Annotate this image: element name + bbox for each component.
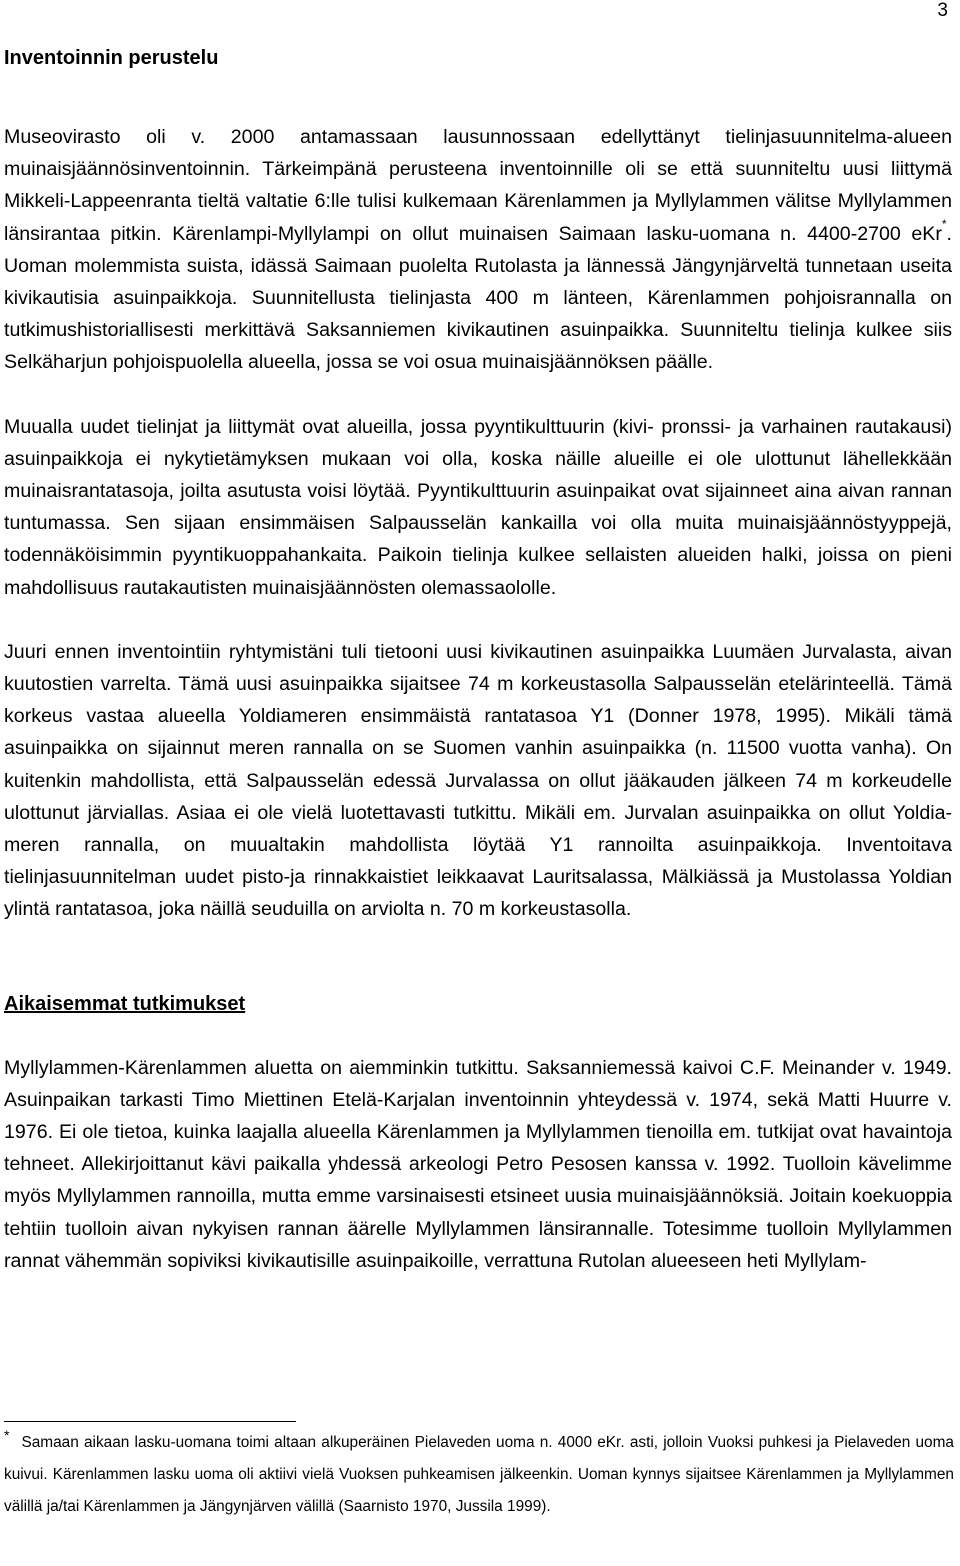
page-number: 3	[937, 0, 948, 21]
footnote-mark: *	[4, 1427, 10, 1443]
section-heading-inventoinnin-perustelu: Inventoinnin perustelu	[4, 47, 219, 69]
paragraph-text-after-footnote: . Uoman molemmista suista, idässä Saimaan puolelta Rutolasta ja lännessä Jängynjärveltä tunnetaan useita kivikautisia asuinpaikkoja. Suunnitellusta tielinjasta 400 m länteen, Kärenlammen pohjoisrannalla on tutkimushistoriallisesti merkittävä Saksanniemen kivikautinen asuinpaikka. Suunniteltu tielinja kulkee siis Selkäharjun pohjoispuolella alueella, jossa se voi osua muinaisjäännöksen päälle.	[4, 222, 952, 374]
paragraph-other-routes: Muualla uudet tielinjat ja liittymät ovat alueilla, jossa pyyntikulttuurin (kivi- pronssi- ja varhainen rautakausi) asuinpaikkoja ei nykytietämyksen mukaan voi olla, koska näille alueille ei ole ulottunut lähellekkään muinaisrantatasoja, joilta asutusta voisi löytää. Pyyntikulttuurin asuinpaikat ovat sijainneet aina aivan rannan tuntumassa. Sen sijaan ensimmäisen Salpausselän kankailla voi olla muita muinaisjäännöstyyppejä, todennäköisimmin pyyntikuoppahankaita. Paikoin tielinja kulkee sellaisten alueiden halki, joissa on pieni mahdollisuus rautakautisten muinaisjäännösten olemassaololle.	[4, 415, 952, 599]
paragraph-jurvala-site: Juuri ennen inventointiin ryhtymistäni tuli tietooni uusi kivikautinen asuinpaikka Luumäen Jurvalasta, aivan kuutostien varrelta. Tämä uusi asuinpaikka sijaitsee 74 m korkeustasolla Salpausselän etelärinteellä. Tämä korkeus vastaa alueella Yoldiameren ensimmäistä rantatasoa Y1 (Donner 1978, 1995). Mikäli tämä asuinpaikka on sijainnut meren rannalla on se Suomen vanhin asuinpaikka (n. 11500 vuotta vanha). On kuitenkin mahdollista, että Salpausselän edessä Jurvalassa on ollut jääkauden jälkeen 74 m korkeudelle ulottunut järviallas. Asiaa ei ole vielä luotettavasti tutkittu. Mikäli em. Jurvalan asuinpaikka on ollut Yoldia-meren rannalla, on muualtakin mahdollista löytää Y1 rannoilta asuinpaikkoja. Inventoitava tielinjasuunnitelman uudet pisto-ja rinnakkaistiet leikkaavat Lauritsalassa, Mälkiässä ja Mustolassa Yoldian ylintä rantatasoa, joka näillä seuduilla on arviolta n. 70 m korkeustasolla.	[4, 640, 952, 921]
paragraph-previous-research: Myllylammen-Kärenlammen aluetta on aiemminkin tutkittu. Saksanniemessä kaivoi C.F. Meinander v. 1949. Asuinpaikan tarkasti Timo Miettinen Etelä-Karjalan inventoinnin yhteydessä v. 1974, sekä Matti Huurre v. 1976. Ei ole tietoa, kuinka laajalla alueella Kärenlammen ja Myllylammen tienoilla em. tutkijat ovat havaintoja tehneet. Allekirjoittanut kävi paikalla yhdessä arkeologi Petro Pesosen kanssa v. 1992. Tuolloin kävelimme myös Myllylammen rannoilla, mutta emme varsinaisesti etsineet uusia muinaisjäännöksiä. Joitain koekuoppia tehtiin tuolloin aivan nykyisen rannan äärelle Myllylammen länsirannalle. Totesimme tuolloin Myllylammen rannat vähemmän sopiviksi kivikautisille asuinpaikoille, verrattuna Rutolan alueeseen heti Myllylam-	[4, 1056, 952, 1272]
footnote-text: Samaan aikaan lasku-uomana toimi altaan alkuperäinen Pielaveden uoma n. 4000 eKr. asti, jolloin Vuoksi puhkesi ja Pielaveden uoma kuivui. Kärenlammen lasku uoma oli aktiivi vielä Vuoksen puhkeamisen jälkeenkin. Uoman kynnys sijaitsee Kärenlammen ja Myllylammen välillä ja/tai Kärenlammen ja Jängynjärven välillä (Saarnisto 1970, Jussila 1999).	[4, 1434, 954, 1515]
footnote	[4, 1426, 954, 1523]
section-heading-aikaisemmat-tutkimukset: Aikaisemmat tutkimukset	[4, 992, 246, 1015]
paragraph-text-before-footnote: Museovirasto oli v. 2000 antamassaan lausunnossaan edellyttänyt tielinjasuunnitelma-alueen muinaisjäännösinventoinnin. Tärkeimpänä perusteena inventoinnille oli se että suunniteltu uusi liittymä Mikkeli-Lappeenranta tieltä valtatie 6:lle tulisi kulkemaan Kärenlammen ja Myllylammen välitse Myllylammen länsirantaa pitkin. Kärenlampi-Myllylampi on ollut muinaisen Saimaan lasku-uomana n. 4400-2700 eKr	[4, 126, 952, 245]
paragraph-inventory-rationale	[4, 121, 952, 379]
document-body	[4, 42, 952, 1277]
footnote-divider	[4, 1421, 296, 1422]
footnote-reference[interactable]: *	[941, 216, 947, 231]
